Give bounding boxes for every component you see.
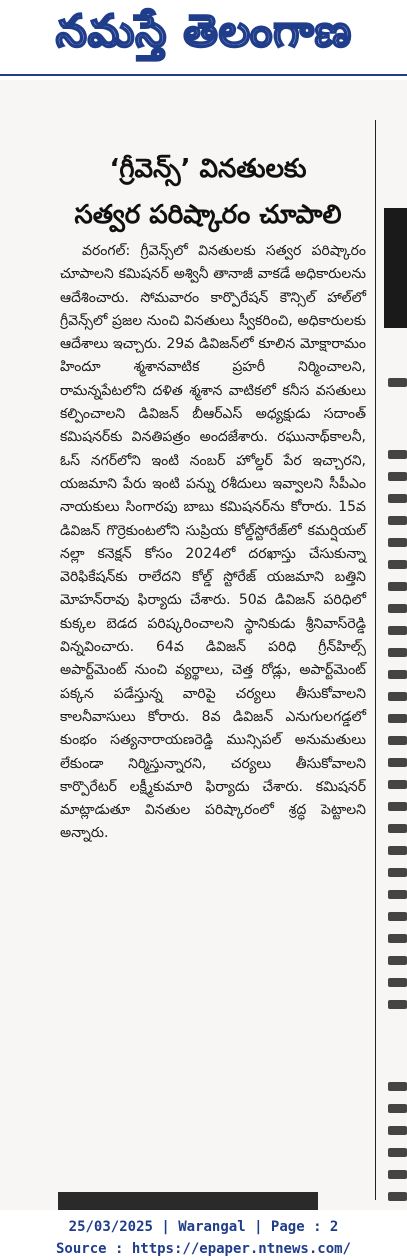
news-clipping bbox=[0, 80, 407, 1210]
adjacent-text-line bbox=[388, 450, 407, 459]
adjacent-text-line bbox=[388, 868, 407, 877]
adjacent-text-line bbox=[388, 824, 407, 833]
headline-line-2: సత్వర పరిష్కారం చూపాలి bbox=[74, 200, 342, 230]
adjacent-text-line bbox=[388, 648, 407, 657]
masthead bbox=[0, 0, 407, 75]
adjacent-text-line bbox=[388, 1126, 407, 1135]
newspaper-logo: నమస్తే తెలంగాణ bbox=[55, 6, 353, 57]
adjacent-text-line bbox=[388, 1082, 407, 1091]
adjacent-text-line bbox=[388, 560, 407, 569]
adjacent-text-line bbox=[388, 604, 407, 613]
adjacent-text-line bbox=[388, 758, 407, 767]
source-url: Source : https://epaper.ntnews.com/ bbox=[55, 1241, 351, 1257]
adjacent-text-line bbox=[388, 538, 407, 547]
adjacent-text-line bbox=[388, 670, 407, 679]
adjacent-text-line bbox=[388, 714, 407, 723]
date-edition-page: 25/03/2025 | Warangal | Page : 2 bbox=[68, 1219, 339, 1235]
adjacent-text-line bbox=[388, 1000, 407, 1009]
adjacent-text-line bbox=[388, 912, 407, 921]
article-headline bbox=[58, 146, 358, 238]
adjacent-text-line bbox=[388, 736, 407, 745]
clipping-footer bbox=[0, 1212, 407, 1260]
adjacent-headline-glyph bbox=[384, 208, 407, 328]
adjacent-text-line bbox=[388, 1192, 407, 1201]
masthead-divider bbox=[0, 74, 407, 76]
adjacent-text-line bbox=[388, 956, 407, 965]
headline-line-1: ‘గ్రీవెన్స్‌’ వినతులకు bbox=[109, 154, 307, 184]
adjacent-text-line bbox=[388, 1170, 407, 1179]
adjacent-text-line bbox=[388, 516, 407, 525]
adjacent-text-line bbox=[388, 934, 407, 943]
next-article-heading-bar bbox=[58, 1192, 318, 1210]
adjacent-text-line bbox=[388, 1104, 407, 1113]
adjacent-text-line bbox=[388, 582, 407, 591]
adjacent-text-line bbox=[388, 978, 407, 987]
adjacent-text-line bbox=[388, 378, 407, 387]
adjacent-text-line bbox=[388, 846, 407, 855]
adjacent-text-line bbox=[388, 626, 407, 635]
adjacent-text-line bbox=[388, 1148, 407, 1157]
adjacent-text-line bbox=[388, 780, 407, 789]
adjacent-text-line bbox=[388, 494, 407, 503]
adjacent-text-line bbox=[388, 472, 407, 481]
adjacent-text-line bbox=[388, 802, 407, 811]
adjacent-article-column bbox=[378, 120, 407, 1210]
adjacent-text-line bbox=[388, 692, 407, 701]
adjacent-text-line bbox=[388, 890, 407, 899]
article-body: వరంగల్‌: గ్రీవెన్స్‌లో వినతులకు సత్వర పరిష్కారం చూపాలని కమిషనర్‌ అశ్వినీ తానాజీ వాకడే అధికారులను ఆదేశించారు. సోమవారం కార్పొరేషన్‌ కౌన్సిల్‌ హాల్‌లో గ్రీవెన్స్‌లో ప్రజల నుంచి వినతులు స్వీకరించి, అధికారులకు ఆదేశాలు ఇచ్చారు. 29వ డివిజన్‌లో కూలిన మోక్షారామం హిందూ శ్మశానవాటిక ప్రహరీ నిర్మించాలని, రామన్నపేటలోని దళిత శ్మశాన వాటికలో కనీస వసతులు కల్పించాలని డివిజన్‌ బీఆర్‌ఎస్‌ అధ్యక్షుడు సదాంత్‌ కమిషనర్‌కు వినతిపత్రం అందజేశారు. రఘునాథ్‌కాలనీ, ఓస్‌ నగర్‌లోని ఇంటి నంబర్‌ హోల్డర్‌ పేర ఇచ్చారని, యజమాని పేరు ఇంటి పన్ను రశీదులు ఇవ్వాలని సీపీఎం నాయకులు సింగారపు బాబు కమిషనర్‌ను కోరారు. 15వ డివిజన్‌ గొర్రెకుంటలోని సుప్రియ కోల్డ్‌స్టోరేజ్‌లో కమర్షియల్‌ నల్లా కనెక్షన్‌ కోసం 2024లో దరఖాస్తు చేసుకున్నా వెరిఫికేషన్‌కు రాలేదని కోల్డ్‌ స్టోరేజ్‌ యజమాని బత్తిని మోహన్‌రావు ఫిర్యాదు చేశారు. 50వ డివిజన్‌ పరిధిలో కుక్కల బెడద పరిష్కరించాలని స్థానికుడు శ్రీనివాస్‌రెడ్డి విన్నవించారు. 64వ డివిజన్‌ పరిధి గ్రీన్‌హిల్స్‌ అపార్ట్‌మెంట్‌ నుంచి వ్యర్థాలు, చెత్త రోడ్లు, అపార్ట్‌మెంట్‌ పక్కన పడేస్తున్న వారిపై చర్యలు తీసుకోవాలని కాలనీవాసులు కోరారు. 8వ డివిజన్‌ ఎనుగులగడ్డలో కుంభం సత్యనారాయణరెడ్డి మున్సిపల్‌ అనుమతులు లేకుండా నిర్మిస్తున్నారని, చర్యలు తీసుకోవాలని కార్పొరేటర్‌ లక్ష్మీకుమారి ఫిర్యాదు చేశారు. కమిషనర్‌ మాట్లాడుతూ వినతుల పరిష్కారంలో శ్రద్ధ పెట్టాలని అన్నారు. bbox=[60, 243, 366, 842]
